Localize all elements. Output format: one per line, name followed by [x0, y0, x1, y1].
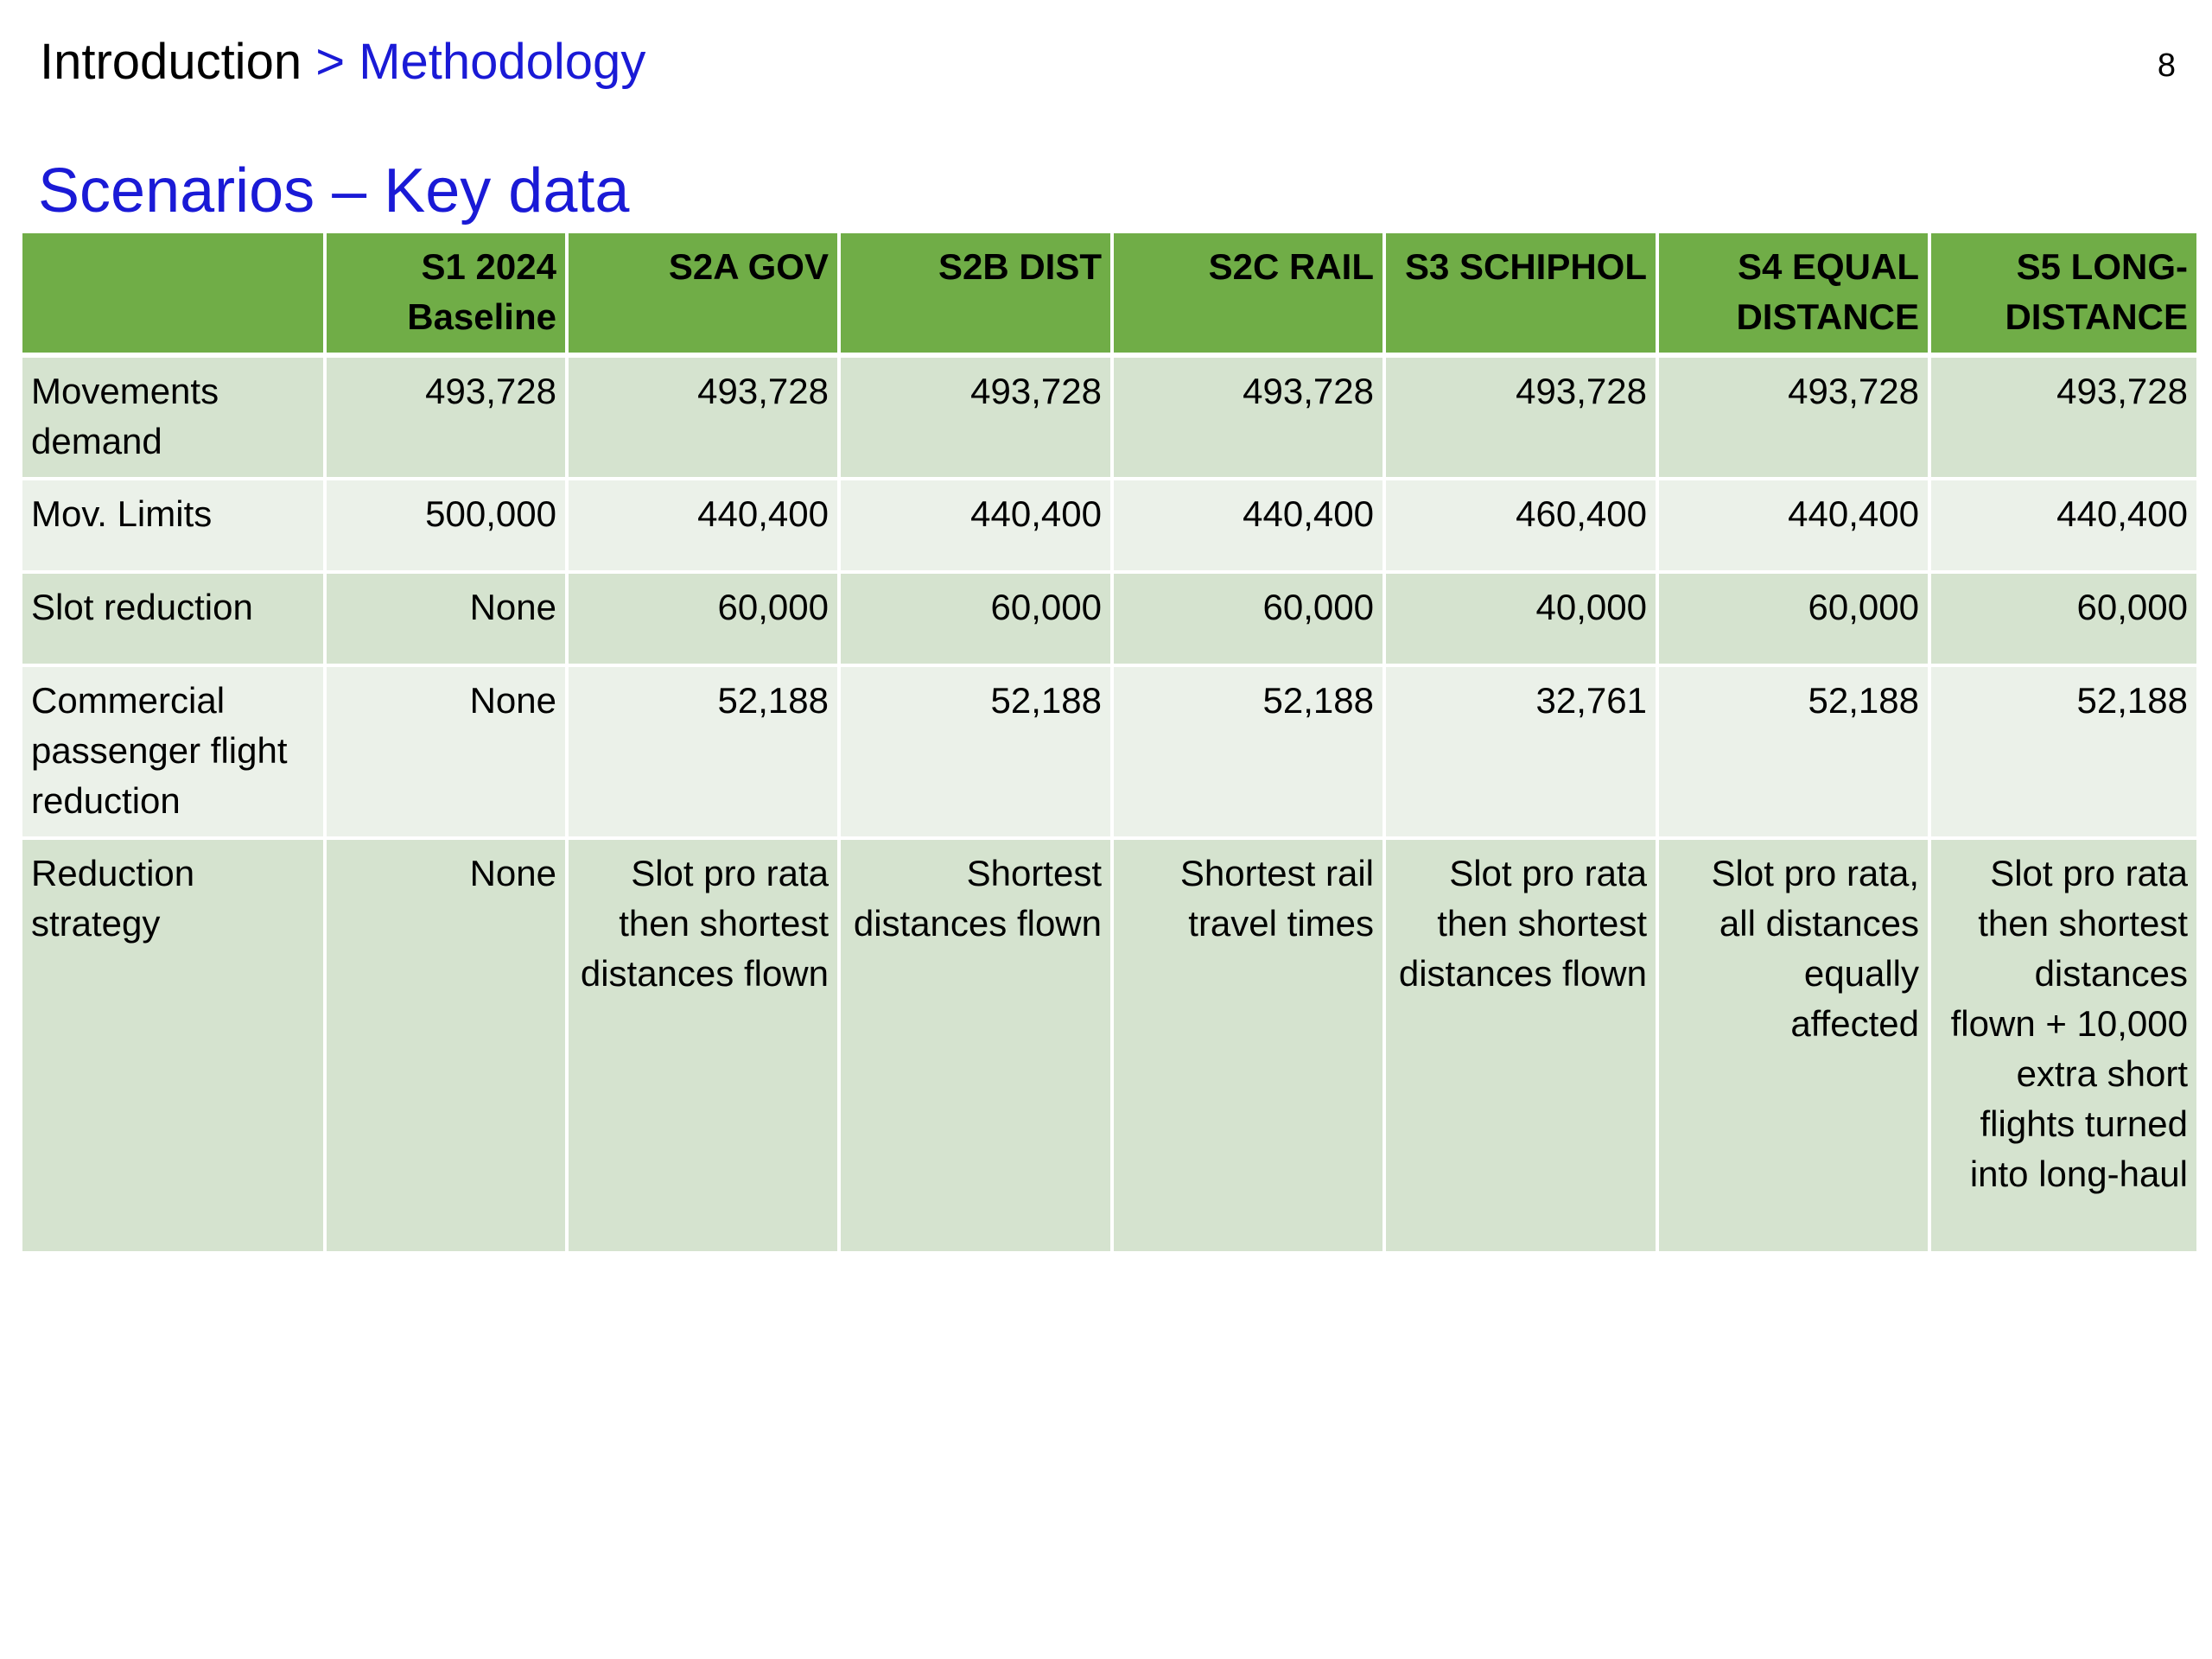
row-label: Movements demand: [21, 355, 325, 479]
table-cell: 60,000: [1657, 572, 1929, 665]
column-header-s5-long-distance: S5 LONG-DISTANCE: [1929, 232, 2198, 355]
table-row-slot-reduction: [21, 572, 2198, 665]
table-cell: 440,400: [839, 479, 1112, 572]
column-header-s2b-dist: S2B DIST: [839, 232, 1112, 355]
table-cell: Shortest rail travel times: [1112, 838, 1384, 1253]
table-cell: 500,000: [325, 479, 567, 572]
table-cell: 493,728: [567, 355, 839, 479]
table-cell: 60,000: [567, 572, 839, 665]
table-cell: 52,188: [839, 665, 1112, 838]
row-label: Mov. Limits: [21, 479, 325, 572]
column-header-s3-schiphol: S3 SCHIPHOL: [1384, 232, 1657, 355]
table-cell: 493,728: [1384, 355, 1657, 479]
column-header-s2c-rail: S2C RAIL: [1112, 232, 1384, 355]
table-cell: 60,000: [839, 572, 1112, 665]
row-label: Commercial passenger flight reduction: [21, 665, 325, 838]
column-header-blank: [21, 232, 325, 355]
row-label: Reduction strategy: [21, 838, 325, 1253]
table-cell: Slot pro rata, all distances equally affected: [1657, 838, 1929, 1253]
table-cell: Slot pro rata then shortest distances flown: [1384, 838, 1657, 1253]
table-cell: Slot pro rata then shortest distances flown + 10,000 extra short flights turned into long-haul: [1929, 838, 2198, 1253]
table-cell: 52,188: [567, 665, 839, 838]
table-row-reduction-strategy: [21, 838, 2198, 1253]
table-cell: 60,000: [1929, 572, 2198, 665]
table-cell: 493,728: [1929, 355, 2198, 479]
table-cell: None: [325, 838, 567, 1253]
table-cell: 40,000: [1384, 572, 1657, 665]
table-cell: None: [325, 572, 567, 665]
column-header-s2a-gov: S2A GOV: [567, 232, 839, 355]
table-cell: 440,400: [1112, 479, 1384, 572]
table-cell: 440,400: [567, 479, 839, 572]
table-header-row: [21, 232, 2198, 355]
table-cell: 493,728: [1112, 355, 1384, 479]
table-row-commercial-flight-reduction: [21, 665, 2198, 838]
table-cell: 493,728: [1657, 355, 1929, 479]
column-header-s1-baseline: S1 2024 Baseline: [325, 232, 567, 355]
table-cell: None: [325, 665, 567, 838]
table-row-movements-demand: [21, 355, 2198, 479]
page-title: Scenarios – Key data: [38, 156, 630, 226]
row-label: Slot reduction: [21, 572, 325, 665]
table-cell: 52,188: [1657, 665, 1929, 838]
table-cell: 52,188: [1929, 665, 2198, 838]
table-cell: Slot pro rata then shortest distances flown: [567, 838, 839, 1253]
column-header-s4-equal-distance: S4 EQUAL DISTANCE: [1657, 232, 1929, 355]
breadcrumb-parent: Introduction: [40, 34, 302, 90]
table-cell: 440,400: [1929, 479, 2198, 572]
table-cell: 460,400: [1384, 479, 1657, 572]
breadcrumb-separator: >: [302, 34, 359, 90]
table-cell: 493,728: [325, 355, 567, 479]
table-cell: Shortest distances flown: [839, 838, 1112, 1253]
table-cell: 32,761: [1384, 665, 1657, 838]
page-number: 8: [2157, 48, 2176, 84]
table-cell: 440,400: [1657, 479, 1929, 572]
table-cell: 52,188: [1112, 665, 1384, 838]
table-cell: 493,728: [839, 355, 1112, 479]
table-row-mov-limits: [21, 479, 2198, 572]
breadcrumb-current: Methodology: [359, 34, 646, 90]
breadcrumb: [40, 31, 645, 93]
scenarios-key-data-table: [19, 230, 2200, 1255]
table-cell: 60,000: [1112, 572, 1384, 665]
